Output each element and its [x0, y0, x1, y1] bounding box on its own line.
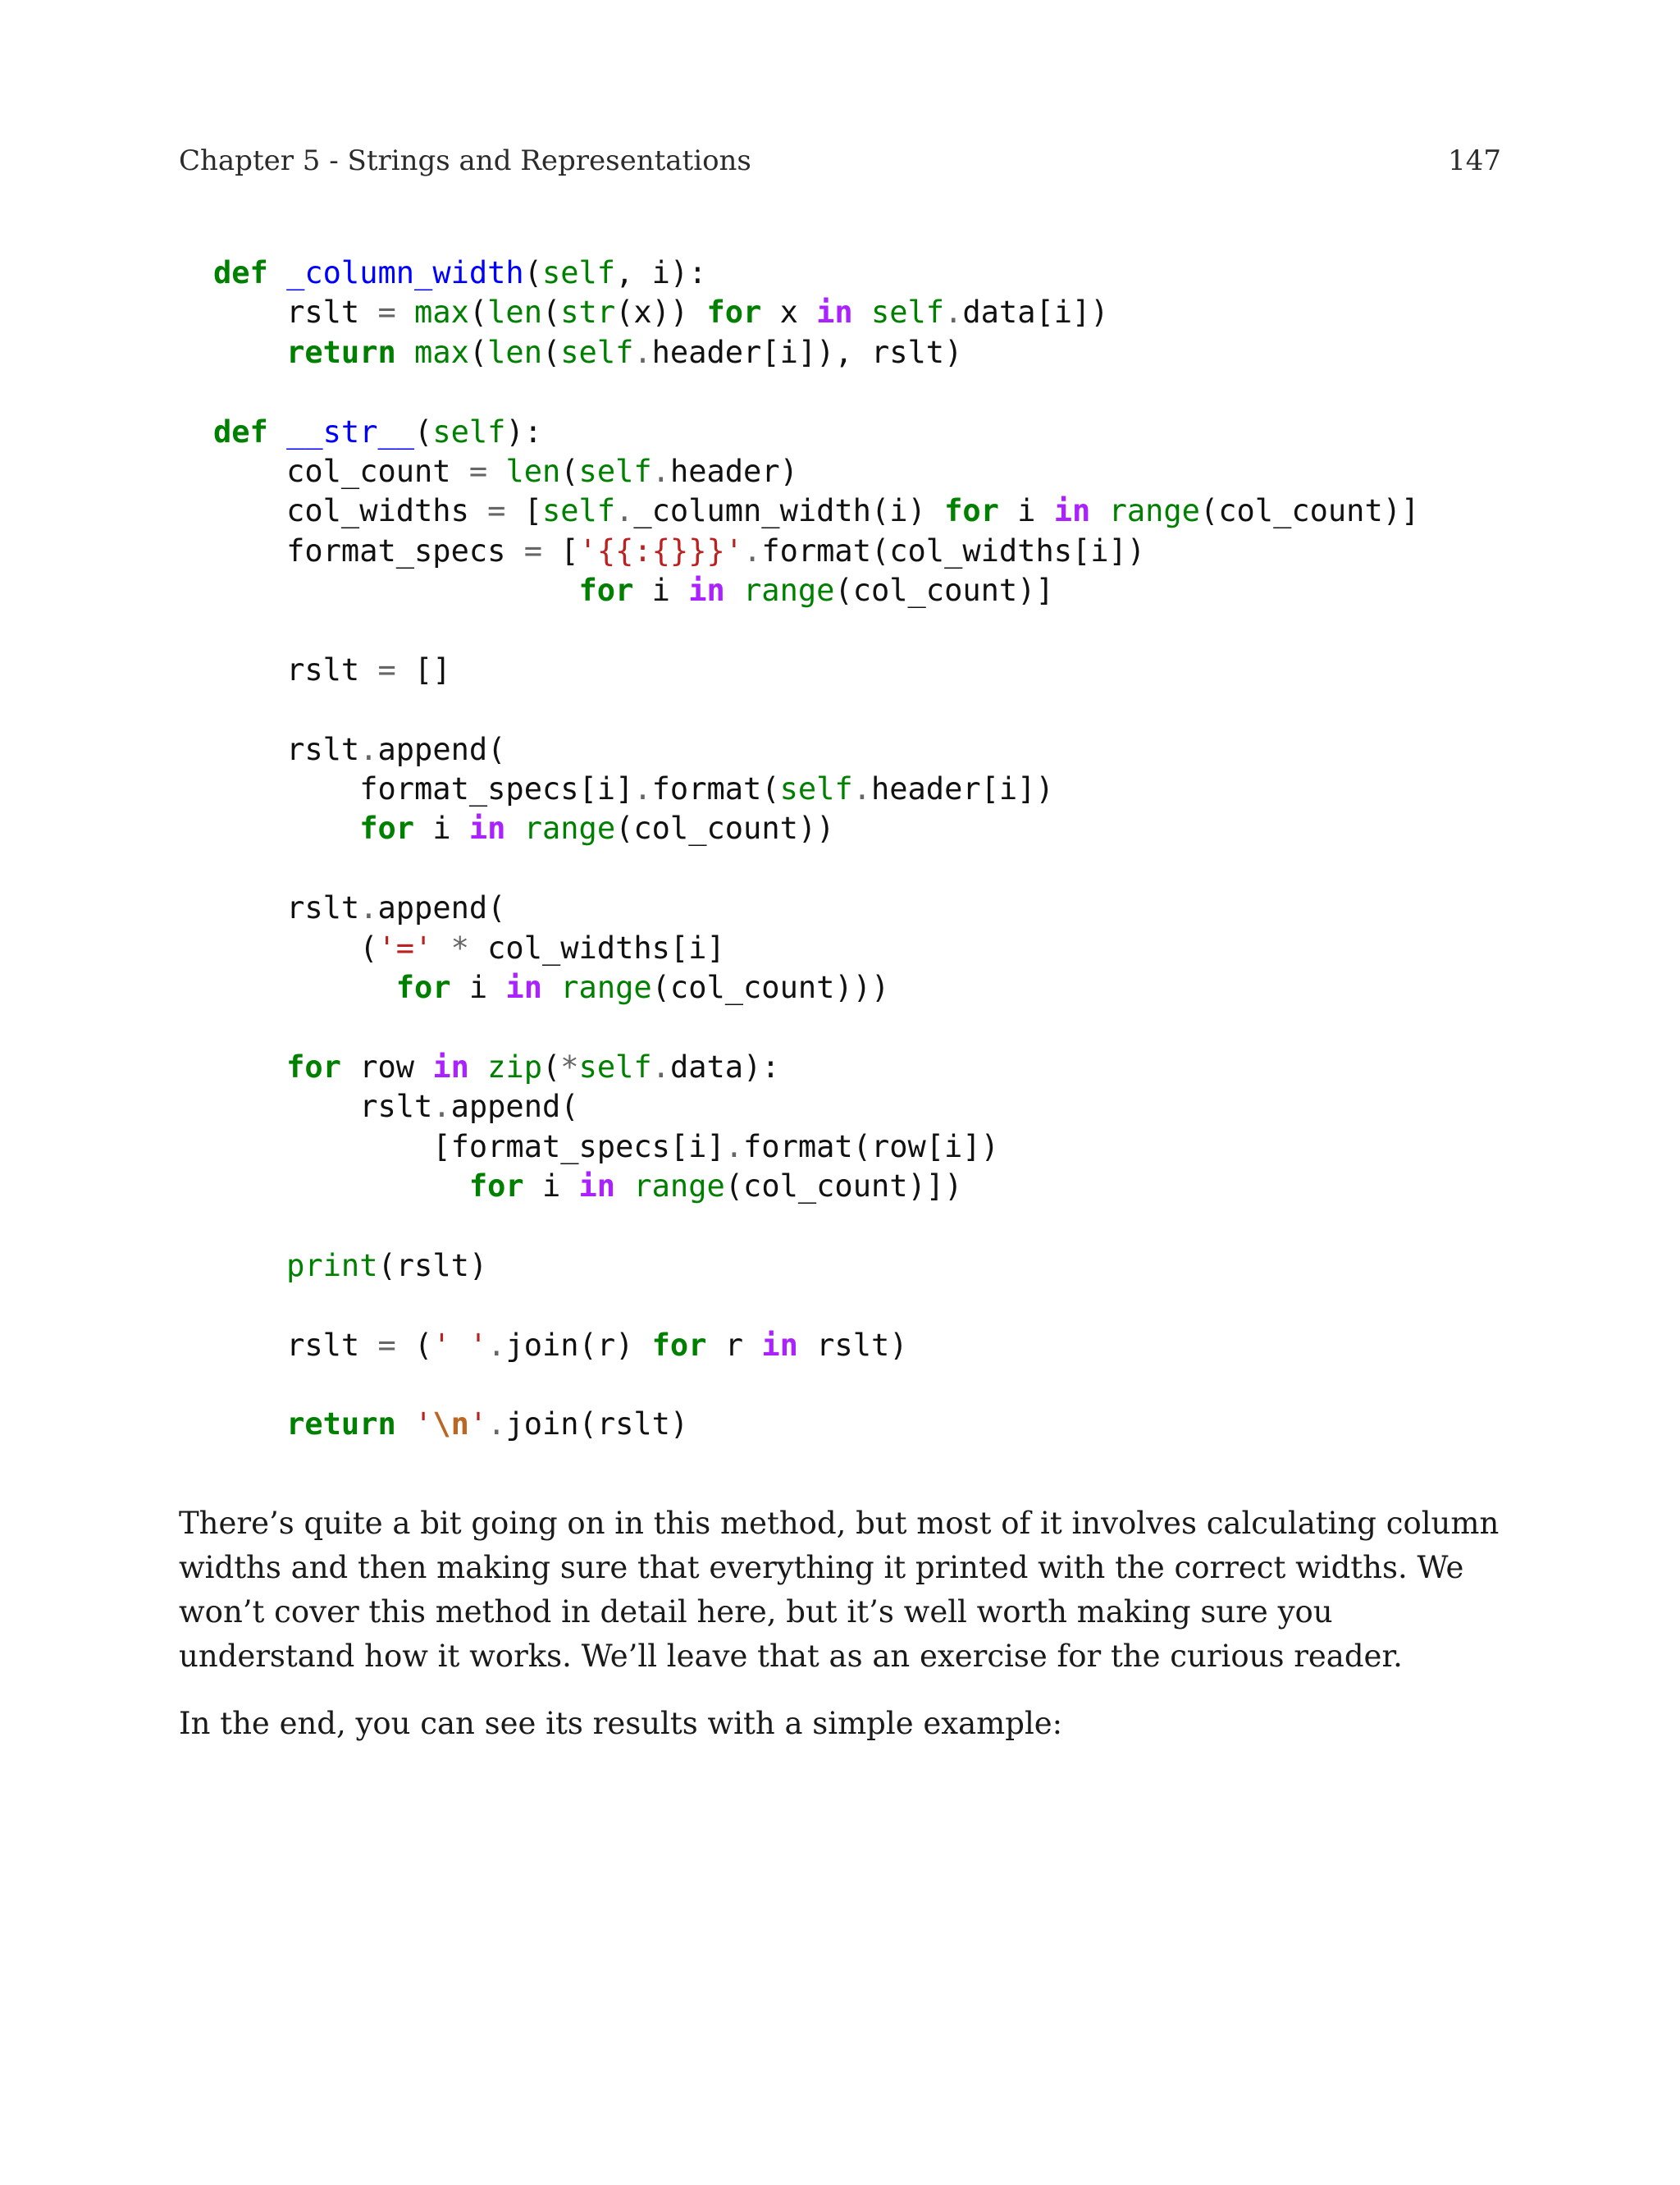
paragraph-explanation: There’s quite a bit going on in this method, but most of it involves calculating column widths and then making sure that everything it printed with the correct widths. We won’t cover this method in detail here, but it’s well worth making sure you understand how it works. We’ll leave that as an exercise for the curious reader. — [179, 1506, 1500, 1674]
code-line: rslt.append( — [213, 1089, 579, 1125]
code-line — [213, 1286, 1509, 1325]
code-line: format_specs = ['{{:{}}}'.format(col_widths[i]) — [213, 533, 1146, 569]
code-line: for i in range(col_count)] — [578, 573, 1054, 609]
code-line: def _column_width(self, i): — [213, 255, 707, 290]
code-line: col_count = len(self.header) — [213, 453, 798, 489]
paragraph-example-intro: In the end, you can see its results with a simple example: — [179, 1706, 1063, 1741]
running-header — [179, 144, 1501, 185]
code-line: return max(len(self.header[i]), rslt) — [286, 334, 963, 370]
code-line: rslt.append( — [213, 731, 506, 767]
code-line: for row in zip(*self.data): — [286, 1049, 780, 1085]
code-line — [213, 849, 1509, 889]
code-line: ('=' * col_widths[i] — [213, 930, 725, 966]
code-line — [213, 1365, 1509, 1405]
code-line — [213, 1206, 1509, 1246]
code-line — [213, 1008, 1509, 1047]
code-block — [213, 254, 1509, 1445]
page-number: 147 — [1448, 144, 1501, 177]
code-line: rslt = (' '.join(r) for r in rslt) — [213, 1327, 908, 1363]
code-line: for i in range(col_count))) — [395, 970, 890, 1006]
code-line: [format_specs[i].format(row[i]) — [213, 1128, 999, 1164]
code-line: rslt = max(len(str(x)) for x in self.data[i]) — [213, 295, 1109, 331]
code-line: rslt = [] — [213, 651, 451, 688]
code-line: for i in range(col_count)) — [359, 811, 835, 847]
code-line: print(rslt) — [286, 1247, 488, 1283]
code-line — [213, 611, 1509, 651]
code-line: return '\n'.join(rslt) — [286, 1406, 689, 1442]
code-line: format_specs[i].format(self.header[i]) — [213, 771, 1054, 807]
code-line: col_widths = [self._column_width(i) for i in range(col_count)] — [213, 493, 1420, 529]
code-line — [213, 690, 1509, 729]
chapter-title: Chapter 5 - Strings and Representations — [179, 144, 751, 177]
code-line: rslt.append( — [213, 890, 506, 926]
code-line: for i in range(col_count)]) — [468, 1168, 963, 1204]
code-line: def __str__(self): — [213, 414, 542, 450]
code-line — [213, 373, 1509, 412]
